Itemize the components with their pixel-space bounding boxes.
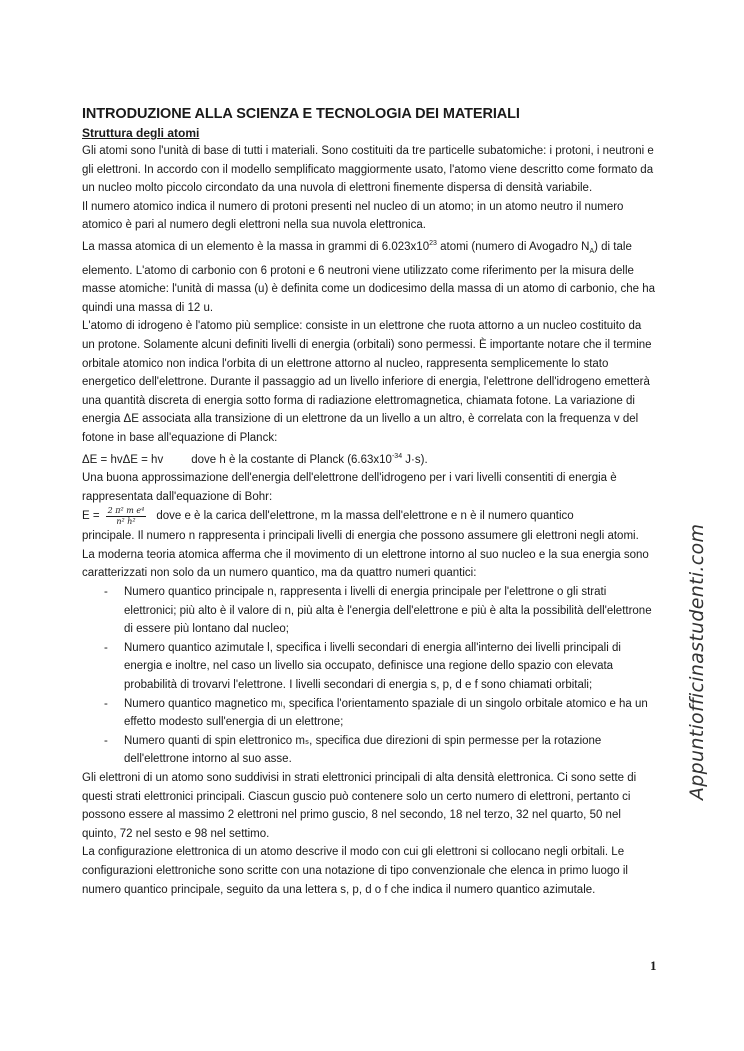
dash-bullet: - bbox=[104, 697, 108, 710]
paragraph-3 bbox=[82, 235, 656, 318]
paragraph-6: principale. Il numero n rappresenta i principali livelli di energia che possono assumere gli elettroni negli atomi. bbox=[82, 530, 639, 543]
paragraph-2: Il numero atomico indica il numero di protoni presenti nel nucleo di un atomo; in un atomo neutro il numero atomico è pari al numero degli elettroni nella sua nuvola elettronica. bbox=[82, 200, 624, 232]
p3-text-a: La massa atomica di un elemento è la massa in grammi di 6.023x10 bbox=[82, 240, 430, 253]
bohr-fraction bbox=[106, 506, 147, 527]
watermark-text: Appuntiofficinastudenti.com bbox=[686, 523, 708, 800]
planck-equation: ΔE = hvΔE = hv bbox=[82, 453, 164, 466]
document-title: INTRODUZIONE ALLA SCIENZA E TECNOLOGIA DEI MATERIALI bbox=[82, 106, 520, 122]
dash-bullet: - bbox=[104, 641, 108, 654]
paragraph-8: Gli elettroni di un atomo sono suddivisi in strati elettronici principali di alta densità elettronica. Ci sono sette di questi strati elettronici principali. Ciascun guscio può contenere solo un certo numero di elettroni, pertanto ci possono essere al massimo 2 elettroni nel primo guscio, 8 nel secondo, 18 nel terzo, 32 nel quarto, 50 nel quinto, 72 nel sesto e 98 nel settimo. bbox=[82, 771, 637, 840]
document-body bbox=[82, 104, 656, 899]
list-item-text: Numero quantico azimutale l, specifica i livelli secondari di energia all'interno dei livelli principali di energia e inoltre, nel caso un livello sia occupato, definisce una regione dello spazio con elevata probabilità di trovarvi l'elettrone. I livelli secondari di energia s, p, d e f sono chiamati orbitali; bbox=[124, 641, 621, 691]
list-item bbox=[82, 732, 656, 769]
paragraph-4: L'atomo di idrogeno è l'atomo più semplice: consiste in un elettrone che ruota attorno a un nucleo costituito da un protone. Solamente alcuni definiti livelli di energia (orbitali) sono permessi. È importante notare che il termine orbitale atomico non indica l'orbita di un elettrone attorno al nucleo, rappresenta semplicemente lo stato energetico dell'elettrone. Durante il passaggio ad un livello inferiore di energia, l'elettrone dell'idrogeno emetterà una quantità discreta di energia sotto forma di radiazione elettromagnetica, chiamata fotone. La variazione di energia ΔE associata alla transizione di un elettrone da un livello a un altro, è correlata con la frequenza v del fotone in base all'equazione di Planck: bbox=[82, 320, 652, 445]
paragraph-5: Una buona approssimazione dell'energia dell'elettrone dell'idrogeno per i vari livelli consentiti di energia è rappresentata dall'equazione di Bohr: bbox=[82, 472, 617, 503]
planck-superscript: -34 bbox=[391, 452, 403, 460]
bohr-denominator: n² h² bbox=[116, 517, 136, 527]
p3-text-c: ) di tale elemento. L'atomo di carbonio con 6 protoni e 6 neutroni viene utilizzato come riferimento per la misura delle masse atomiche: l'unità di massa (u) è definita come un dodicesimo della massa di un atomo di carbonio, che ha quindi una massa di 12 u. bbox=[82, 240, 656, 314]
quantum-numbers-list bbox=[82, 583, 656, 769]
planck-equation-line bbox=[82, 448, 656, 469]
bohr-note: dove e è la carica dell'elettrone, m la massa dell'elettrone e n è il numero quantico bbox=[156, 510, 574, 523]
planck-note-b: J·s). bbox=[402, 453, 428, 466]
list-item-text: Numero quantico principale n, rappresenta i livelli di energia principale per l'elettrone o gli strati elettronici; più alto è il valore di n, più alta è l'energia dell'elettrone e più è alta la possibilità dell'elettrone di essere più lontano dal nucleo; bbox=[124, 586, 652, 636]
bohr-lhs: E = bbox=[82, 510, 100, 523]
section-heading: Struttura degli atomi bbox=[82, 126, 200, 140]
list-item bbox=[82, 639, 656, 695]
list-item bbox=[82, 695, 656, 732]
paragraph-1: Gli atomi sono l'unità di base di tutti i materiali. Sono costituiti da tre particelle subatomiche: i protoni, i neutroni e gli elettroni. In accordo con il modello semplificato maggiormente usato, l'atomo viene descritto come formato da un nucleo molto piccolo circondato da una nuvola di elettroni finemente dispersa di densità variabile. bbox=[82, 145, 654, 195]
dash-bullet: - bbox=[104, 586, 108, 599]
p3-text-b: atomi (numero di Avogadro N bbox=[436, 240, 590, 253]
list-item bbox=[82, 583, 656, 639]
page-number: 1 bbox=[650, 958, 657, 973]
p3-superscript: 23 bbox=[429, 239, 437, 247]
dash-bullet: - bbox=[104, 734, 108, 747]
p3-subscript: A bbox=[589, 248, 595, 256]
bohr-equation-line bbox=[82, 506, 656, 527]
planck-note-a: dove h è la costante di Planck (6.63x10 bbox=[191, 453, 392, 466]
paragraph-7: La moderna teoria atomica afferma che il movimento di un elettrone intorno al suo nucleo e la sua energia sono caratterizzati non solo da un numero quantico, ma da quattro numeri quantici: bbox=[82, 548, 649, 580]
paragraph-9: La configurazione elettronica di un atomo descrive il modo con cui gli elettroni si collocano negli orbitali. Le configurazioni elettroniche sono scritte con una notazione di tipo convenzionale che elenca in primo luogo il numero quantico principale, seguito da una lettera s, p, d o f che indica il numero quantico azimutale. bbox=[82, 846, 628, 896]
list-item-text: Numero quanti di spin elettronico mₛ, specifica due direzioni di spin permesse per la rotazione dell'elettrone intorno al suo asse. bbox=[124, 734, 602, 766]
bohr-numerator: 2 π² m e⁴ bbox=[107, 506, 145, 516]
list-item-text: Numero quantico magnetico mₗ, specifica l'orientamento spaziale di un singolo orbitale atomico e ha un effetto modesto sull'energia di un elettrone; bbox=[124, 697, 648, 729]
